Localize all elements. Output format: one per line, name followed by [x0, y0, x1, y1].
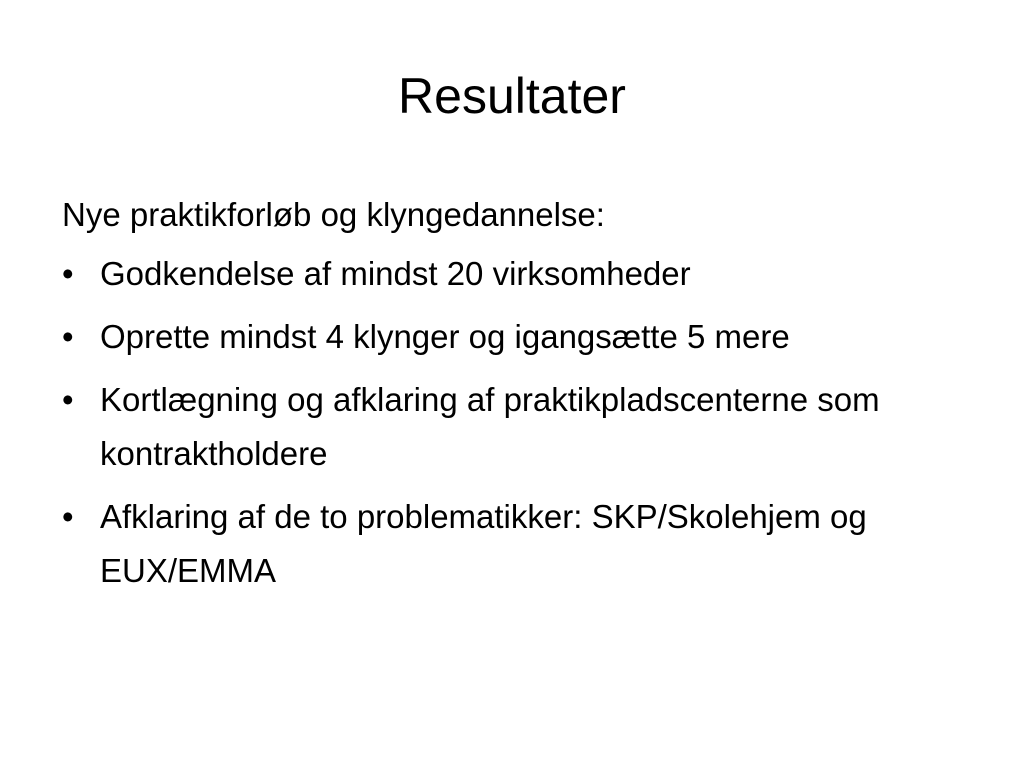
bullet-text: Godkendelse af mindst 20 virksomheder — [100, 255, 691, 292]
bullet-item — [62, 247, 962, 301]
bullet-text: Oprette mindst 4 klynger og igangsætte 5 mere — [100, 318, 790, 355]
bullet-icon: • — [62, 498, 74, 535]
bullet-list — [62, 247, 962, 598]
bullet-item — [62, 490, 962, 598]
bullet-icon: • — [62, 381, 74, 418]
intro-text: Nye praktikforløb og klyngedannelse: — [62, 196, 605, 233]
bullet-text: Afklaring af de to problematikker: SKP/Skolehjem og EUX/EMMA — [100, 498, 867, 589]
bullet-item — [62, 373, 962, 481]
slide-title: Resultater — [398, 68, 626, 124]
bullet-icon: • — [62, 255, 74, 292]
bullet-text: Kortlægning og afklaring af praktikpladscenterne som kontraktholdere — [100, 381, 880, 472]
slide-body — [62, 188, 962, 607]
bullet-icon: • — [62, 318, 74, 355]
bullet-item — [62, 310, 962, 364]
